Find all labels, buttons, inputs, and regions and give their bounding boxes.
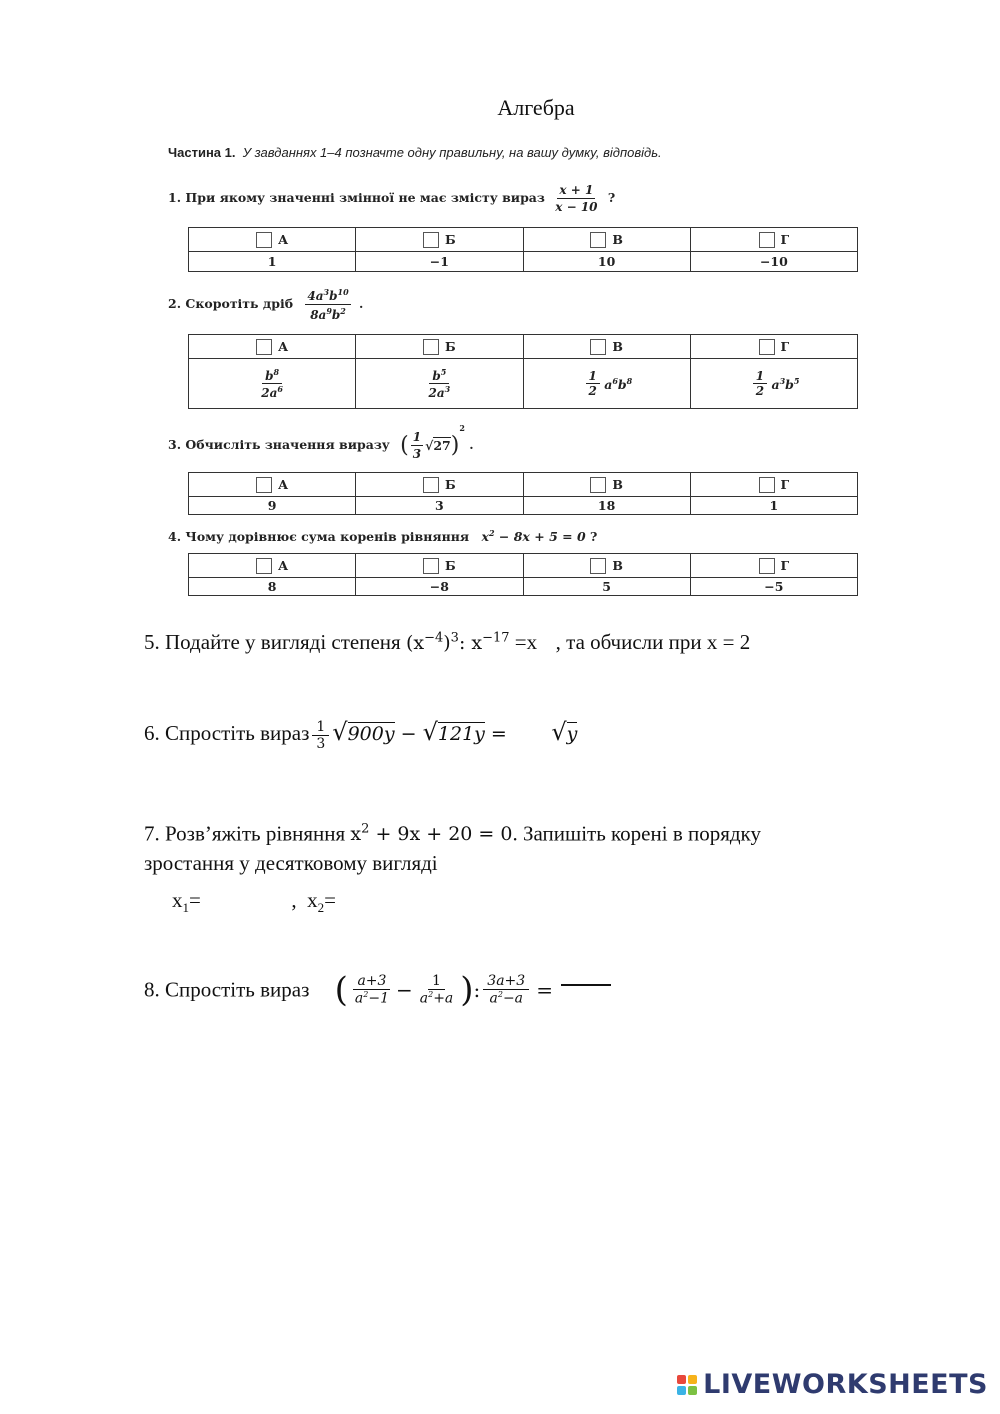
fraction: $\frac{4a^3b^{10}}{8a^9b^2}$: [307, 287, 349, 322]
fraction: $\frac{x + 1}{x - 10}$: [555, 183, 598, 214]
question-5: 5. Подайте у вигляді степеня $(x^{-4})^3$: $x^{-17} =x$ , та обчисли при x = 2: [144, 630, 751, 654]
question-2: 2. Скоротіть дріб $\frac{4a^3b^{10}}{8a^9b^2}$ .: [168, 287, 364, 322]
checkbox[interactable]: [256, 558, 272, 574]
option-a[interactable]: А: [189, 228, 356, 252]
question-number: 4.: [168, 529, 182, 545]
answer-value: 8: [189, 578, 356, 596]
checkbox[interactable]: [590, 339, 606, 355]
question-text: 6. Спростіть вираз: [144, 721, 310, 745]
question-8: [144, 970, 611, 1010]
checkbox[interactable]: [423, 339, 439, 355]
checkbox[interactable]: [590, 232, 606, 248]
liveworksheets-logo: [677, 1369, 988, 1400]
question-text: 8. Спростіть вираз: [144, 977, 310, 1002]
expression: √900y − √121y =: [332, 718, 507, 746]
question-text: 5. Подайте у вигляді степеня: [144, 630, 401, 654]
option-v[interactable]: В: [523, 554, 690, 578]
checkbox[interactable]: [590, 558, 606, 574]
question-7: 7. Розв’яжіть рівняння $x^2 + 9x + 20 = 0$. Запишіть корені в порядку зростання у десятковому вигляді: [144, 821, 761, 876]
option-g[interactable]: Г: [690, 473, 857, 497]
checkbox[interactable]: [759, 339, 775, 355]
answer-value: $\frac{1}{2}$ $a^6b^8$: [523, 359, 690, 409]
question-number: 2.: [168, 296, 182, 311]
checkbox[interactable]: [759, 232, 775, 248]
question-number: 3.: [168, 437, 182, 452]
question-text: Скоротіть дріб: [185, 296, 294, 311]
answer-value: −8: [356, 578, 523, 596]
question-1: 1. При якому значенні змінної не має змісту вираз $\frac{x + 1}{x - 10}$ ?: [168, 183, 616, 214]
question-number: 1.: [168, 190, 182, 205]
answer-value: −10: [690, 252, 857, 272]
option-b[interactable]: Б: [356, 554, 523, 578]
option-b[interactable]: Б: [356, 473, 523, 497]
answer-value: 1: [690, 497, 857, 515]
option-v[interactable]: В: [523, 335, 690, 359]
answer-value: 5: [523, 578, 690, 596]
answer-value: 9: [189, 497, 356, 515]
answer-value: −1: [356, 252, 523, 272]
expression: ( a+3 $a^2-1$ − $\frac{1}{a^2+a}$ ) : $\frac{3a+3}{a^2-a}$ =: [335, 970, 611, 1010]
logo-icon: [677, 1375, 697, 1395]
option-a[interactable]: А: [189, 473, 356, 497]
answer-value: 18: [523, 497, 690, 515]
answer-table-2: [188, 334, 858, 409]
page-title: Алгебра: [497, 95, 575, 120]
checkbox[interactable]: [759, 558, 775, 574]
checkbox[interactable]: [256, 477, 272, 493]
equation: $x^2 - 8x + 5 = 0$: [481, 528, 586, 545]
answer-value: 3: [356, 497, 523, 515]
answer-line[interactable]: [561, 984, 611, 986]
option-g[interactable]: Г: [690, 554, 857, 578]
question-text: 7. Розв’яжіть рівняння: [144, 821, 346, 846]
question-tail: , та обчисли при x = 2: [555, 630, 751, 654]
checkbox[interactable]: [423, 558, 439, 574]
option-a[interactable]: А: [189, 335, 356, 359]
checkbox[interactable]: [423, 232, 439, 248]
question-text: При якому значенні змінної не має змісту вираз: [185, 190, 545, 205]
equation: $x^2 + 9x + 20 = 0$: [350, 822, 513, 846]
answer-value: $\frac{b^8}{2a^6}$: [189, 359, 356, 409]
question-text: Обчисліть значення виразу: [185, 437, 390, 452]
answer-value: $\frac{1}{2}$ $a^3b^5$: [690, 359, 857, 409]
answer-value: 1: [189, 252, 356, 272]
checkbox[interactable]: [423, 477, 439, 493]
answer-table-3: [188, 472, 858, 515]
option-v[interactable]: В: [523, 473, 690, 497]
question-3: 3. Обчисліть значення виразу ( $\frac{1}{3}$ √27)$^2$ .: [168, 423, 474, 461]
checkbox[interactable]: [256, 339, 272, 355]
part-text: У завданнях 1–4 позначте одну правильну, на вашу думку, відповідь.: [242, 145, 662, 160]
option-b[interactable]: Б: [356, 228, 523, 252]
option-v[interactable]: В: [523, 228, 690, 252]
option-b[interactable]: Б: [356, 335, 523, 359]
answer-value: $\frac{b^5}{2a^3}$: [356, 359, 523, 409]
option-a[interactable]: А: [189, 554, 356, 578]
answer-value: 10: [523, 252, 690, 272]
question-text: Чому дорівнює сума коренів рівняння: [185, 529, 470, 545]
expression: $(x^{-4})^3$: $x^{-17}$: [405, 630, 510, 654]
question-4: 4. Чому дорівнює сума коренів рівняння $x^2 - 8x + 5 = 0$ ?: [168, 528, 598, 545]
roots-answer: $x_1=$ , $x_2=$: [172, 888, 336, 916]
checkbox[interactable]: [759, 477, 775, 493]
logo-text: LIVEWORKSHEETS: [703, 1369, 988, 1400]
checkbox[interactable]: [256, 232, 272, 248]
answer-table-1: [188, 227, 858, 272]
part-instruction: [168, 145, 662, 160]
option-g[interactable]: Г: [690, 228, 857, 252]
checkbox[interactable]: [590, 477, 606, 493]
option-g[interactable]: Г: [690, 335, 857, 359]
part-label: Частина 1.: [168, 145, 236, 160]
answer-table-4: [188, 553, 858, 596]
answer-value: −5: [690, 578, 857, 596]
question-6: 6. Спростіть вираз $\frac{1}{3}$ √900y − √121y = √y: [144, 718, 578, 752]
expression: (: [400, 433, 409, 458]
